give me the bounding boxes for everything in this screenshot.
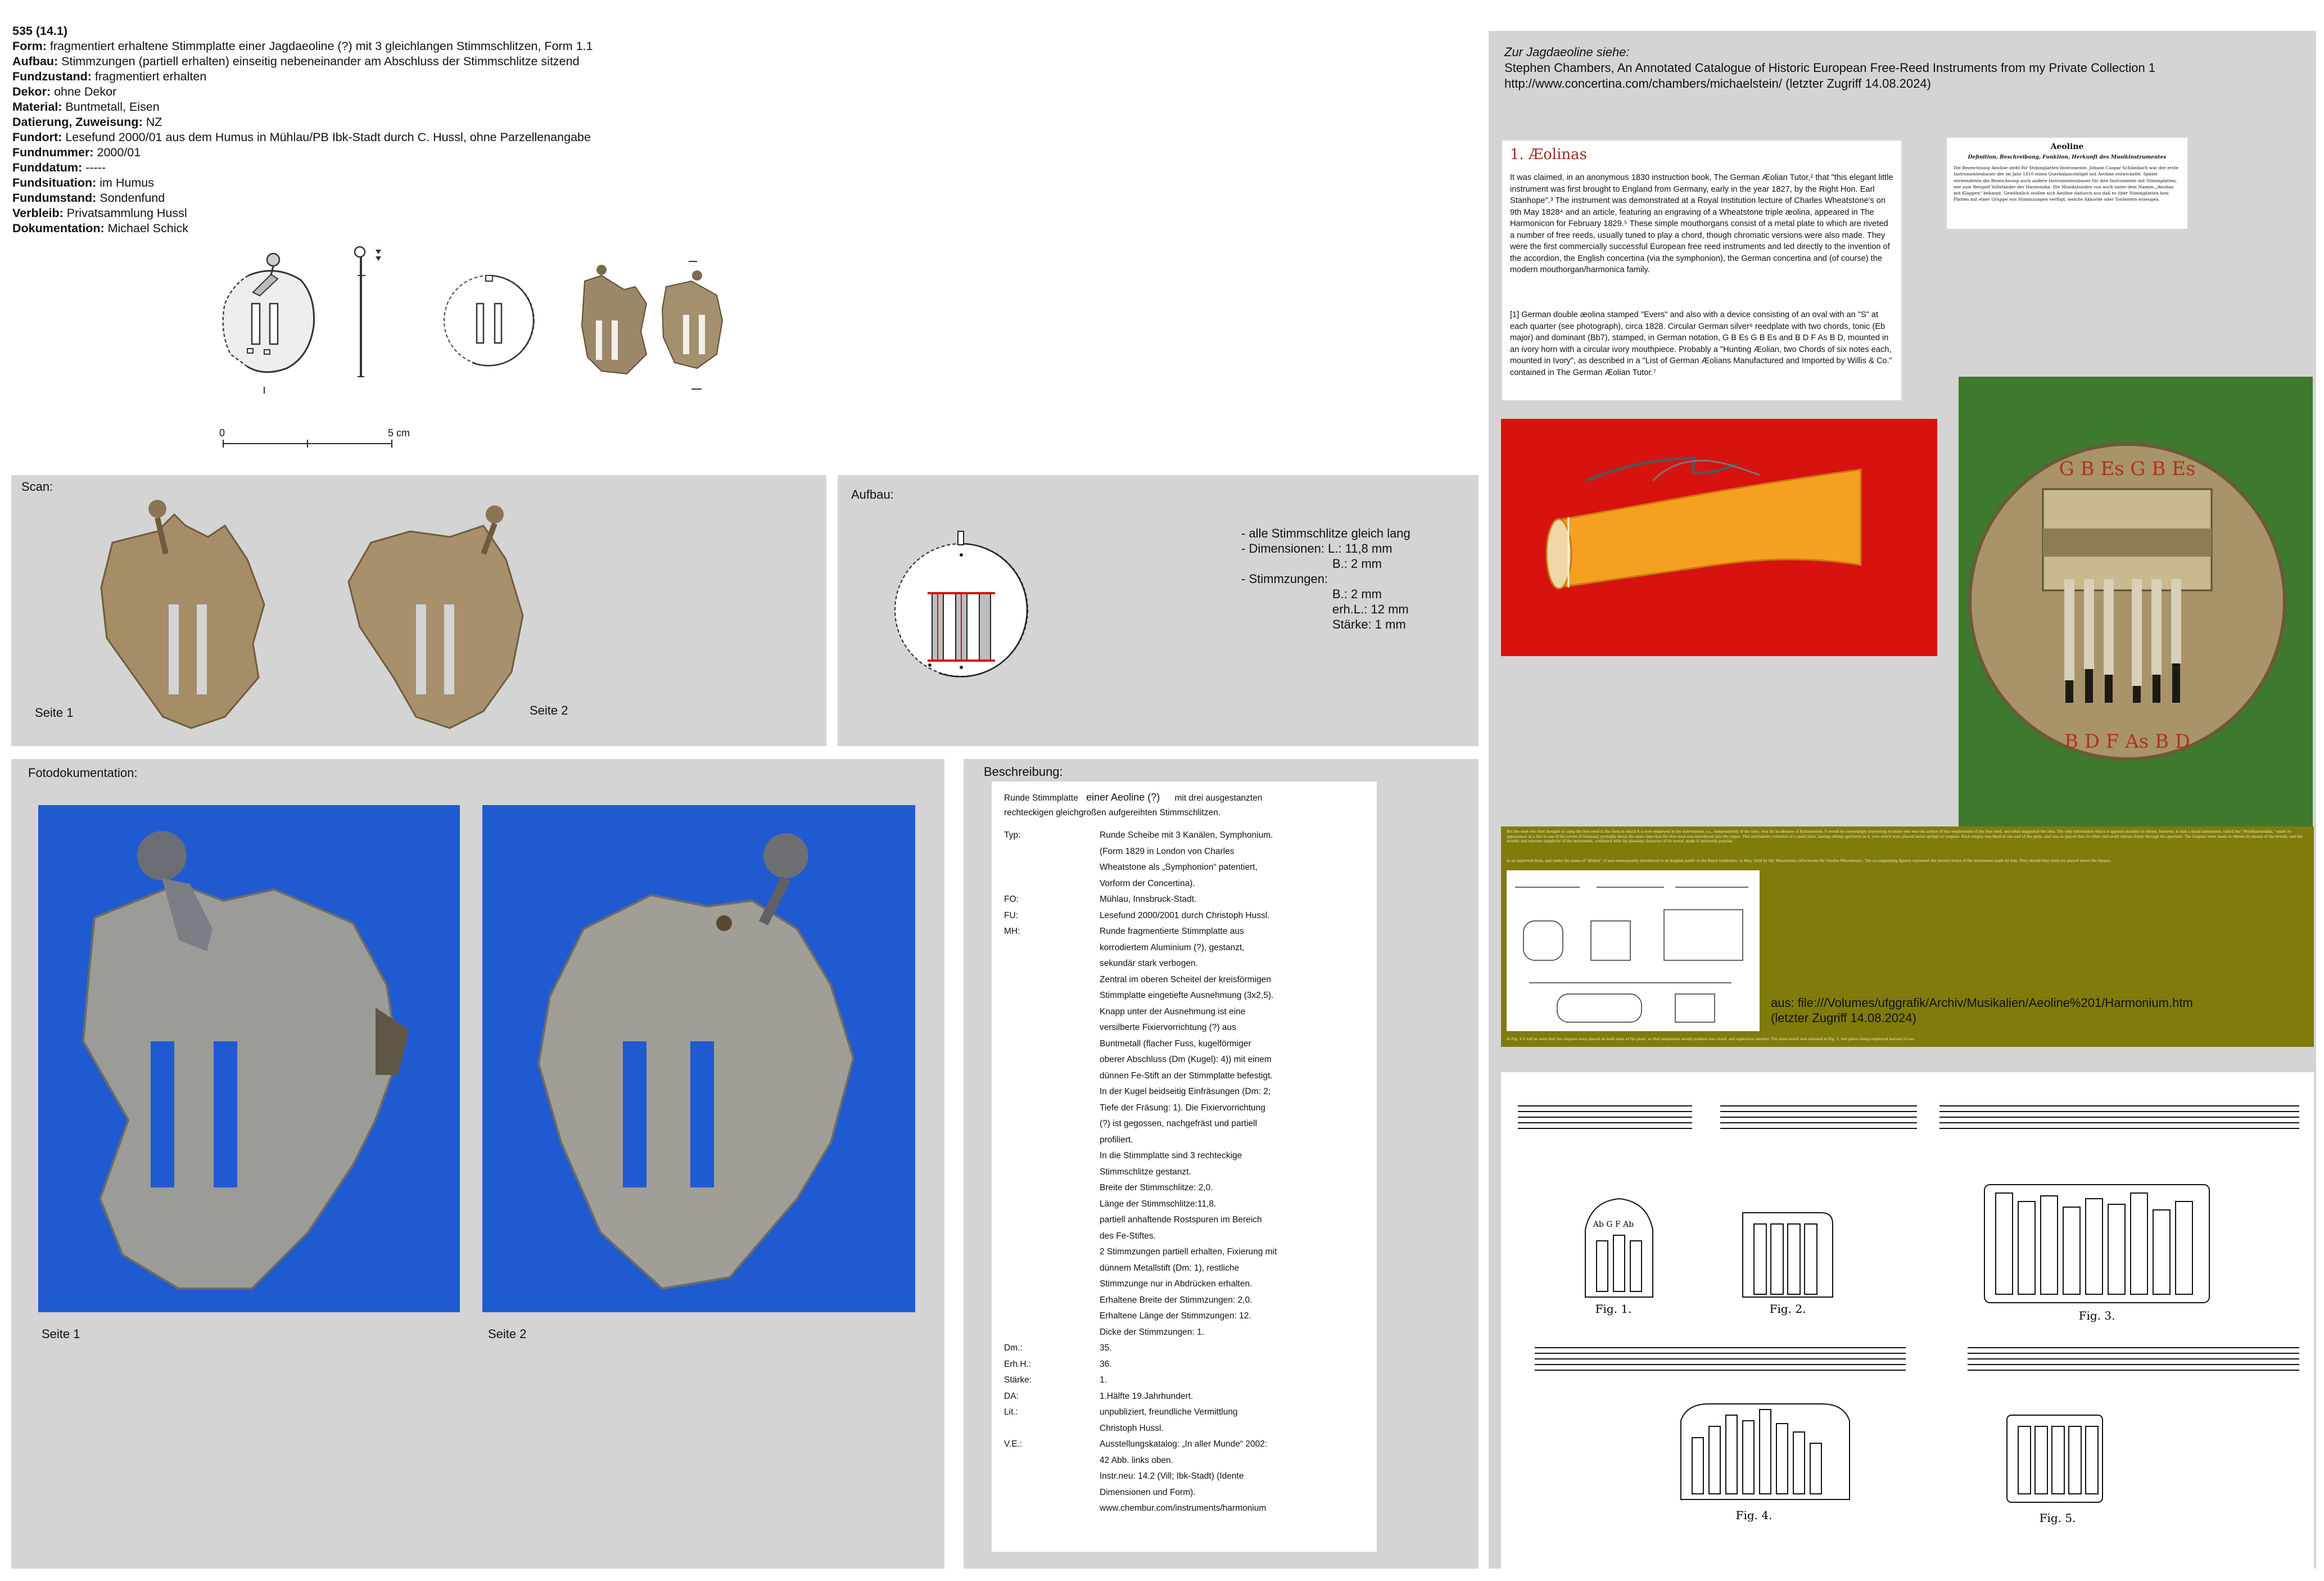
aufbau-line: B.: 2 mm — [1332, 557, 1382, 571]
header-block — [12, 24, 593, 236]
header-field — [12, 39, 593, 54]
desc-row-value: Buntmetall (flacher Fuss, kugelförmiger — [1100, 1038, 1251, 1049]
desc-row-value: Christoph Hussl. — [1100, 1423, 1164, 1433]
header-field — [12, 145, 593, 160]
harmonium-text-2: In an improved form, and under the name of "Æolina", it was subsequently introduced to an English public at the Royal Institution, in May, 1829 by Mr. Wheatstone (afterwards Sir Charles Wheatstone). The accompanying figures represent the several forms of the instrument made by him. They should they yield are placed above the figures. — [1507, 859, 2112, 863]
desc-rows — [1004, 828, 1364, 1517]
desc-row — [1004, 1453, 1364, 1469]
desc-row-value: oberer Abschluss (Dm (Kugel): 4)) mit einem — [1100, 1055, 1272, 1064]
header-field — [12, 54, 593, 69]
aufbau-line: - Stimmzungen: — [1241, 572, 1328, 586]
header-field-value: fragmentiert erhaltene Stimmplatte einer Jagdaeoline (?) mit 3 gleichlangen Stimmschlitzen, Form 1.1 — [46, 39, 593, 53]
desc-row-value: Dimensionen und Form). — [1100, 1487, 1196, 1497]
aufbau-label: Aufbau: — [851, 487, 894, 502]
desc-row-value: partiell anhaftende Rostspuren im Bereich — [1100, 1215, 1262, 1225]
header-field-key: Form: — [12, 39, 47, 53]
reference-line-1: Stephen Chambers, An Annotated Catalogue of Historic European Free-Reed Instruments from my Private Collection 1 — [1504, 61, 2156, 75]
scan-side-1 — [101, 500, 264, 728]
desc-row-value: Tiefe der Fräsung: 1). Die Fixiervorrichtung — [1100, 1103, 1265, 1113]
photo-side-1 — [38, 805, 460, 1312]
desc-row-value: versilberte Fixiervorrichtung (?) aus — [1100, 1023, 1236, 1032]
desc-row-key: FO: — [1004, 895, 1019, 904]
figures-card — [1501, 1072, 2314, 1578]
desc-row-value: 1. — [1100, 1375, 1107, 1385]
harmonium-footer: In Fig. 4 it will be seen that the tongues were placed on both sides of the plate, so that inspiration would produce one chord, and expiration another. The same result was attained in Fig. 5, two plates being employed instead of one. — [1507, 1037, 1915, 1041]
header-field — [12, 160, 593, 175]
header-field-value: NZ — [142, 115, 162, 129]
desc-row-value: Stimmplatte eingetiefte Ausnehmung (3x2,5). — [1100, 991, 1274, 1000]
desc-row — [1004, 1020, 1364, 1036]
header-field-key: Dekor: — [12, 85, 51, 98]
desc-row-value: Vorform der Concertina). — [1100, 878, 1195, 888]
header-field — [12, 100, 593, 115]
reference-text — [1504, 44, 2155, 92]
desc-row — [1004, 1052, 1364, 1068]
desc-row — [1004, 908, 1364, 924]
foto-panel — [11, 759, 944, 1569]
scale-zero: 0 — [219, 427, 225, 439]
desc-row — [1004, 1228, 1364, 1245]
aufbau-line: - Dimensionen: L.: 11,8 mm — [1241, 541, 1392, 555]
foto-label: Fotodokumentation: — [28, 766, 138, 780]
desc-row — [1004, 1372, 1364, 1389]
header-field-key: Aufbau: — [12, 55, 58, 68]
header-field — [12, 84, 593, 100]
desc-row-value: Breite der Stimmschlitze: 2,0. — [1100, 1183, 1213, 1192]
desc-row — [1004, 956, 1364, 972]
harmonium-source — [1771, 995, 2193, 1026]
aufbau-line: Stärke: 1 mm — [1332, 617, 1406, 631]
desc-row — [1004, 1100, 1364, 1117]
fig-1-inscription: Ab G F Ab — [1593, 1220, 1634, 1229]
desc-row-key: FU: — [1004, 910, 1018, 920]
reference-panel — [1489, 31, 2316, 1569]
desc-row — [1004, 1068, 1364, 1085]
desc-row-value: Mühlau, Innsbruck-Stadt. — [1100, 895, 1197, 904]
plate-photo-small-2 — [662, 270, 722, 368]
header-field-key: Fundzustand: — [12, 70, 92, 83]
reference-intro: Zur Jagdaeoline siehe: — [1504, 45, 1630, 59]
desc-row-value: (?) ist gegossen, nachgefräst und partiell — [1100, 1119, 1258, 1128]
desc-row — [1004, 1148, 1364, 1164]
reference-line-2: http://www.concertina.com/chambers/michaelstein/ (letzter Zugriff 14.08.2024) — [1504, 76, 1931, 91]
figures-drawing — [1501, 1072, 2314, 1578]
header-field-key: Funddatum: — [12, 161, 83, 174]
header-field-value: Lesefund 2000/01 aus dem Humus in Mühlau/PB Ibk-Stadt durch C. Hussl, ohne Parzellenangabe — [62, 130, 591, 144]
header-field-key: Fundsituation: — [12, 176, 97, 189]
desc-row — [1004, 1421, 1364, 1437]
desc-row — [1004, 1501, 1364, 1517]
desc-row-value: sekundär stark verbogen. — [1100, 959, 1198, 968]
harmonium-figures-thumb — [1507, 870, 1760, 1031]
desc-intro — [1004, 789, 1262, 807]
harmonium-source-1: aus: file:///Volumes/ufggrafik/Archiv/Musikalien/Aeoline%201/Harmonium.htm — [1771, 996, 2193, 1010]
aeoline-definition-card — [1947, 138, 2187, 229]
desc-row — [1004, 1261, 1364, 1277]
header-field-key: Fundort: — [12, 130, 62, 144]
desc-row-value: Erhaltene Länge der Stimmzungen: 12. — [1100, 1311, 1251, 1321]
scale-five: 5 cm — [388, 427, 410, 439]
desc-row-value: In der Kugel beidseitig Einfräsungen (Dm: 2; — [1100, 1087, 1271, 1096]
scale-bar — [219, 427, 410, 450]
desc-row-key: DA: — [1004, 1391, 1019, 1401]
desc-row-key: Dm.: — [1004, 1343, 1023, 1353]
desc-row — [1004, 1084, 1364, 1100]
harmonium-excerpt — [1501, 826, 2314, 1047]
desc-row-value: Stimmzunge nur in Abdrücken erhalten. — [1100, 1279, 1253, 1289]
desc-row-value: 1.Hälfte 19.Jahrhundert. — [1100, 1391, 1193, 1401]
desc-row — [1004, 1437, 1364, 1453]
desc-row — [1004, 876, 1364, 892]
desc-row — [1004, 1244, 1364, 1261]
desc-row — [1004, 844, 1364, 860]
desc-row-key: MH: — [1004, 927, 1020, 936]
desc-row-key: V.E.: — [1004, 1439, 1023, 1449]
desc-row-value: www.chembur.com/instruments/harmonium — [1100, 1503, 1267, 1513]
plate-drawing-front — [223, 254, 314, 394]
header-title: 535 (14.1) — [12, 24, 68, 38]
reedplate-photo — [1959, 377, 2313, 833]
desc-row — [1004, 1036, 1364, 1053]
find-drawings — [208, 242, 843, 410]
scan-images — [79, 492, 573, 739]
desc-row — [1004, 828, 1364, 844]
scan-side2-caption: Seite 2 — [530, 703, 568, 717]
desc-row — [1004, 1180, 1364, 1196]
desc-row — [1004, 1389, 1364, 1405]
plate-drawing-reconstruction — [444, 275, 534, 365]
desc-row — [1004, 940, 1364, 956]
header-field-key: Fundnummer: — [12, 146, 94, 159]
header-field — [12, 206, 593, 221]
desc-row — [1004, 1293, 1364, 1309]
desc-row — [1004, 1196, 1364, 1213]
aeolinas-article — [1502, 141, 1901, 400]
header-field-key: Fundumstand: — [12, 191, 97, 205]
desc-row-value: dünnem Metallstift (Dm: 1), restliche — [1100, 1263, 1240, 1273]
desc-row-value: korrodiertem Aluminium (?), gestanzt, — [1100, 942, 1245, 952]
aufbau-line: - alle Stimmschlitze gleich lang — [1241, 526, 1410, 540]
desc-row — [1004, 1404, 1364, 1421]
desc-row-value: Ausstellungskatalog: „In aller Munde“ 2002: — [1100, 1439, 1268, 1449]
desc-row-value: 42 Abb. links oben. — [1100, 1455, 1173, 1465]
desc-row-value: Stimmschlitze gestanzt. — [1100, 1167, 1191, 1177]
desc-row-value: des Fe-Stiftes. — [1100, 1231, 1156, 1241]
scan-label: Scan: — [21, 480, 53, 494]
desc-row-value: Runde Scheibe mit 3 Kanälen, Symphonium. — [1100, 830, 1273, 840]
desc-row-value: 36. — [1100, 1359, 1112, 1369]
desc-row — [1004, 972, 1364, 988]
header-field-key: Datierung, Zuweisung: — [12, 115, 143, 129]
scan-side-2 — [349, 505, 523, 728]
foto-side1-caption: Seite 1 — [42, 1327, 80, 1341]
header-field — [12, 175, 593, 191]
desc-row-value: profiliert. — [1100, 1135, 1133, 1145]
header-field — [12, 69, 593, 84]
header-field-value: ----- — [82, 161, 106, 174]
desc-row — [1004, 1116, 1364, 1132]
desc-row — [1004, 1485, 1364, 1501]
staff-1 — [1518, 1106, 1692, 1128]
aeolinas-para-2: [1] German double æolina stamped "Evers" and also with a device consisting of an oval with an "S" at each quarter (see photograph), circa 1828. Circular German silver⁶ reedplate with two chords, tonic (Eb major) and dominant (Bb7), stamped, in German notation, G B Es G B Es and B D F As B D, mounted in an ivory horn with a circular ivory mouthpiece. Probably a "Hunting Æolian, two Chords of six notes each, mounted in Ivory", as described in a "List of German Æolians Manufactured and Imported by Willis & Co." contained in The German Æolian Tutor.⁷ — [1510, 310, 1892, 377]
scan-panel — [11, 475, 826, 746]
beschreibung-panel — [964, 759, 1479, 1569]
fig-5-label: Fig. 5. — [2039, 1511, 2076, 1525]
desc-row-key: Stärke: — [1004, 1375, 1032, 1385]
header-field-key: Material: — [12, 100, 62, 114]
header-field-value: ohne Dekor — [51, 85, 117, 98]
desc-row — [1004, 988, 1364, 1004]
desc-row — [1004, 1132, 1364, 1149]
aeolinas-para-1: It was claimed, in an anonymous 1830 instruction book, The German Æolian Tutor,² that "this elegant little instrument was first brought to England from Germany, early in the year 1827, by the Right Hon. Earl Stanhope".³ The instrument was demonstrated at a Royal Institution lecture of Charles Wheatstone's on 9th May 1828⁴ and an article, featuring an engraving of a Wheatstone triple æolina, appeared in The Harmonicon for February 1829.⁵ These simple mouthorgans consist of a metal plate to which are riveted a number of free reeds, usually tuned to play a chord, though chromatic versions were also made. They were the first commercially successful European free reed instruments and led directly to the invention of the accordion, the English concertina (via the symphonion), the German concertina and (of course) the modern mouthorgan/harmonica family. — [1510, 173, 1893, 274]
staff-2 — [1720, 1106, 1917, 1128]
desc-row — [1004, 1212, 1364, 1228]
desc-row — [1004, 1340, 1364, 1357]
plate-photo-small-1 — [582, 265, 646, 374]
scan-side1-caption: Seite 1 — [35, 706, 74, 720]
plate-drawing-profile — [355, 247, 381, 377]
reedplate-top-letters: G B Es G B Es — [2059, 458, 2196, 480]
header-field-value: Michael Schick — [104, 222, 188, 235]
aufbau-dimensions — [1241, 526, 1410, 632]
fig-4-label: Fig. 4. — [1735, 1508, 1773, 1522]
desc-intro-b: einer Aeoline (?) — [1086, 792, 1160, 803]
desc-row-value: Runde fragmentierte Stimmplatte aus — [1100, 927, 1244, 936]
aeoline-card-title: Aeoline — [2050, 142, 2084, 151]
desc-row-value: Lesefund 2000/2001 durch Christoph Hussl. — [1100, 910, 1270, 920]
header-field — [12, 115, 593, 130]
aufbau-panel — [838, 475, 1479, 746]
photo-side-2 — [482, 805, 915, 1312]
desc-row-value: 2 Stimmzungen partiell erhalten, Fixierung mit — [1100, 1247, 1277, 1257]
desc-row — [1004, 924, 1364, 940]
desc-row-value: unpubliziert, freundliche Vermittlung — [1100, 1407, 1238, 1417]
harmonium-text-1: But the man who first thought of using the free reed in the form in which it is now employed in the instruments, i.e., independently of the tube, was far in advance of Kratzenstein. It would be exceedingly interesting to know who was the author of this employment of the free reed, and what suggested the idea. The only information which it appears possible to obtain, however, is that a small instrument, called the "Mundharmonika," made its appearance at a fair in one of the towns of Germany, probably about the same time that the free reed was introduced into the organ. This instrument consisted of a small plate, having oblong apertures in it, over which were placed metal springs or tongues. Each tongue was fixed at one end of the plate, and was so placed that its other end could vibrate freely through the aperture. The tongues were made to vibrate by means of the breath, and the novelty and extreme simplicity of the instrument, combined with the pleasing character of its sound, made it extremely popular. — [1507, 830, 2303, 844]
desc-row — [1004, 1164, 1364, 1181]
header-field-key: Dokumentation: — [12, 222, 105, 235]
aufbau-line: B.: 2 mm — [1332, 587, 1382, 601]
header-field-value: im Humus — [96, 176, 155, 189]
aeolinas-heading: 1. Æolinas — [1510, 146, 1587, 163]
desc-row-value: Knapp unter der Ausnehmung ist eine — [1100, 1006, 1246, 1017]
staff-3 — [1939, 1106, 2299, 1128]
fig-1-label: Fig. 1. — [1595, 1302, 1632, 1316]
desc-row-value: Zentral im oberen Scheitel der kreisförmigen — [1100, 974, 1271, 984]
desc-intro-c: mit drei ausgestanzten — [1174, 793, 1263, 803]
harmonium-source-2: (letzter Zugriff 14.08.2024) — [1771, 1011, 1916, 1025]
desc-row — [1004, 1357, 1364, 1373]
desc-row — [1004, 860, 1364, 876]
desc-row-key: Erh.H.: — [1004, 1359, 1032, 1369]
desc-row-value: 35. — [1100, 1343, 1112, 1353]
desc-row-value: Wheatstone als „Symphonion“ patentiert, — [1100, 862, 1258, 872]
desc-row-value: (Form 1829 in London von Charles — [1100, 846, 1235, 856]
fig-2-label: Fig. 2. — [1769, 1302, 1806, 1316]
header-field-value: fragmentiert erhalten — [91, 70, 207, 83]
desc-row — [1004, 1469, 1364, 1485]
reedplate-bottom-letters: B D F As B D — [2064, 730, 2191, 753]
header-field — [12, 191, 593, 206]
aeoline-card-subtitle: Definition, Beschreibung, Funktion, Herkunft des Musikinstrumentes — [1968, 155, 2167, 160]
desc-row — [1004, 1325, 1364, 1341]
header-field-key: Verbleib: — [12, 206, 64, 220]
beschreibung-card — [992, 782, 1377, 1552]
header-field — [12, 130, 593, 145]
header-field — [12, 221, 593, 236]
desc-row-value: Länge der Stimmschlitze:11,8. — [1100, 1199, 1217, 1209]
beschreibung-label: Beschreibung: — [984, 765, 1063, 779]
desc-row-key: Lit.: — [1004, 1407, 1018, 1417]
desc-row — [1004, 1276, 1364, 1293]
desc-intro-2: rechteckigen gleichgroßen aufgereihten Stimmschlitzen. — [1004, 808, 1221, 817]
desc-row-value: In die Stimmplatte sind 3 rechteckige — [1100, 1151, 1242, 1160]
aeoline-card-body: Die Bezeichnung Aeoline steht für Stimmplatten-Instrumente. Johann Caspar Schlimbach war der erste Instrumentenbauer der im Jahr 1810 einen Querbalancebügel mit Aeoline entwickelte. Später verwendeten die Bezeichnung auch andere Instrumentenbauer für ihre Instrumente mit Stimmplatten, wie zum Beispiel Vollständer der Harmonika. Die Musikstunden von auch unter dem Namen „Aeolian mit Klappen“ bekannt. Gewöhnlich stoßen sich Aeoline dadurch aus daß es über Stimmplatten bzw. Platten mit einer Gruppe von Stimmzungen verfügt, welche Akkorde oder Tonleitern erzeugen. — [1954, 165, 2178, 202]
desc-row — [1004, 1004, 1364, 1020]
desc-row-value: dünnen Fe-Stift an der Stimmplatte befestigt. — [1100, 1070, 1273, 1081]
header-field-value: Buntmetall, Eisen — [62, 100, 160, 114]
header-field-value: Sondenfund — [96, 191, 165, 205]
fig-3-label: Fig. 3. — [2078, 1309, 2115, 1322]
header-field-value: Stimmzungen (partiell erhalten) einseitig nebeneinander am Abschluss der Stimmschlitze sitzend — [58, 55, 580, 68]
ivory-horn-photo — [1501, 419, 1937, 656]
aufbau-line: erh.L.: 12 mm — [1332, 602, 1409, 616]
header-field-value: Privatsammlung Hussl — [63, 206, 187, 220]
desc-row-value: Instr.neu: 14.2 (Vill; Ibk-Stadt) (Idente — [1100, 1471, 1244, 1481]
desc-row — [1004, 892, 1364, 908]
aufbau-diagram — [871, 526, 1051, 683]
desc-row-value: Dicke der Stimmzungen: 1. — [1100, 1327, 1205, 1337]
staff-4 — [1535, 1348, 1906, 1370]
desc-row-value: Erhaltene Breite der Stimmzungen: 2,0. — [1100, 1295, 1253, 1305]
staff-5 — [1968, 1348, 2299, 1370]
header-field-value: 2000/01 — [93, 146, 141, 159]
desc-row-key: Typ: — [1004, 830, 1021, 840]
desc-row — [1004, 1308, 1364, 1325]
foto-side2-caption: Seite 2 — [488, 1327, 527, 1341]
desc-intro-a: Runde Stimmplatte — [1004, 793, 1078, 803]
